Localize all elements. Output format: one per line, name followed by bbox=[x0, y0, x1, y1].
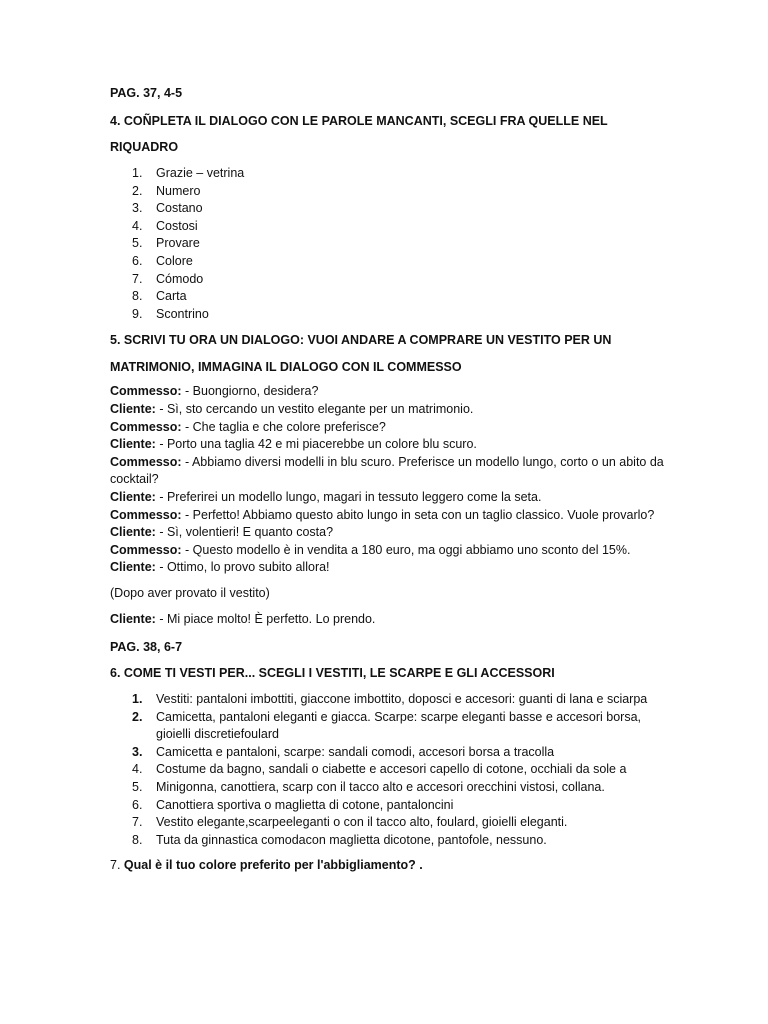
list-item: 3. Camicetta e pantaloni, scarpe: sandali comodi, accesori borsa a tracolla bbox=[132, 744, 555, 759]
stage-note: (Dopo aver provato il vestito) bbox=[110, 585, 270, 600]
list-item: 1. Vestiti: pantaloni imbottiti, giaccone imbottito, doposci e accesori: guanti di lana e sciarpa bbox=[132, 692, 648, 707]
page-reference-37: PAG. 37, 4-5 bbox=[110, 86, 183, 100]
list-item: 6. Canottiera sportiva o maglietta di cotone, pantaloncini bbox=[132, 797, 454, 812]
list-item: 4. Costume da bagno, sandali o ciabette e accesori capello di cotone, occhiali da sole a bbox=[132, 762, 627, 777]
list-item: 2. Camicetta, pantaloni eleganti e giacca. Scarpe: scarpe eleganti basse e accesori borsa, gioielli discretiefoulard bbox=[132, 709, 642, 742]
dialog-line: Commesso: - Buongiorno, desidera? bbox=[110, 384, 319, 399]
list-item: 5. Minigonna, canottiera, scarp con il tacco alto e accesori orecchini vistosi, collana. bbox=[132, 780, 605, 795]
list-item: 5. Provare bbox=[132, 236, 200, 251]
exercise-4-title-line1: 4. COÑPLETA IL DIALOGO CON LE PAROLE MANCANTI, SCEGLI FRA QUELLE NEL bbox=[110, 114, 608, 128]
exercise-5-title-line2: MATRIMONIO, IMMAGINA IL DIALOGO CON IL COMMESSO bbox=[110, 360, 462, 375]
exercise-6-answers bbox=[110, 691, 670, 849]
list-item: 9. Scontrino bbox=[132, 306, 209, 321]
page-reference-38: PAG. 38, 6-7 bbox=[110, 640, 183, 655]
list-item: 1. Grazie – vetrina bbox=[132, 166, 245, 180]
exercise-4-answers bbox=[110, 165, 670, 323]
final-dialog-line: Cliente: - Mi piace molto! È perfetto. Lo prendo. bbox=[110, 612, 376, 627]
list-item: 2. Numero bbox=[132, 183, 201, 198]
exercise-6-title: 6. COME TI VESTI PER... SCEGLI I VESTITI, LE SCARPE E GLI ACCESSORI bbox=[110, 666, 555, 681]
list-item: 4. Costosi bbox=[132, 218, 198, 233]
exercise-4-title-line2: RIQUADRO bbox=[110, 140, 179, 154]
dialog bbox=[110, 383, 670, 577]
dialog-line: Commesso: - Perfetto! Abbiamo questo abito lungo in seta con un taglio classico. Vuole provarlo? bbox=[110, 507, 655, 522]
list-item: 7. Vestito elegante,scarpeeleganti o con il tacco alto, foulard, gioielli eleganti. bbox=[132, 815, 568, 830]
list-item: 8. Tuta da ginnastica comodacon maglietta dicotone, pantofole, nessuno. bbox=[132, 832, 547, 847]
list-item: 7. Cómodo bbox=[132, 271, 204, 286]
document-page bbox=[110, 84, 670, 875]
dialog-line: Cliente: - Preferirei un modello lungo, magari in tessuto leggero come la seta. bbox=[110, 489, 542, 504]
list-item: 8. Carta bbox=[132, 289, 187, 304]
exercise-5-title-line1: 5. SCRIVI TU ORA UN DIALOGO: VUOI ANDARE A COMPRARE UN VESTITO PER UN bbox=[110, 333, 612, 348]
dialog-line: Commesso: - Abbiamo diversi modelli in blu scuro. Preferisce un modello lungo, corto o un abito da cocktail? bbox=[110, 454, 664, 487]
dialog-line: Commesso: - Che taglia e che colore preferisce? bbox=[110, 419, 386, 434]
list-item: 3. Costano bbox=[132, 201, 203, 216]
dialog-line: Commesso: - Questo modello è in vendita a 180 euro, ma oggi abbiamo uno sconto del 15%. bbox=[110, 542, 631, 557]
exercise-7-question: 7. Qual è il tuo colore preferito per l'abbigliamento? . bbox=[110, 858, 423, 873]
dialog-line: Cliente: - Sì, volentieri! E quanto costa? bbox=[110, 525, 334, 540]
dialog-line: Cliente: - Ottimo, lo provo subito allora! bbox=[110, 560, 330, 575]
dialog-line: Cliente: - Sì, sto cercando un vestito elegante per un matrimonio. bbox=[110, 401, 474, 416]
list-item: 6. Colore bbox=[132, 253, 193, 268]
dialog-line: Cliente: - Porto una taglia 42 e mi piacerebbe un colore blu scuro. bbox=[110, 437, 477, 452]
